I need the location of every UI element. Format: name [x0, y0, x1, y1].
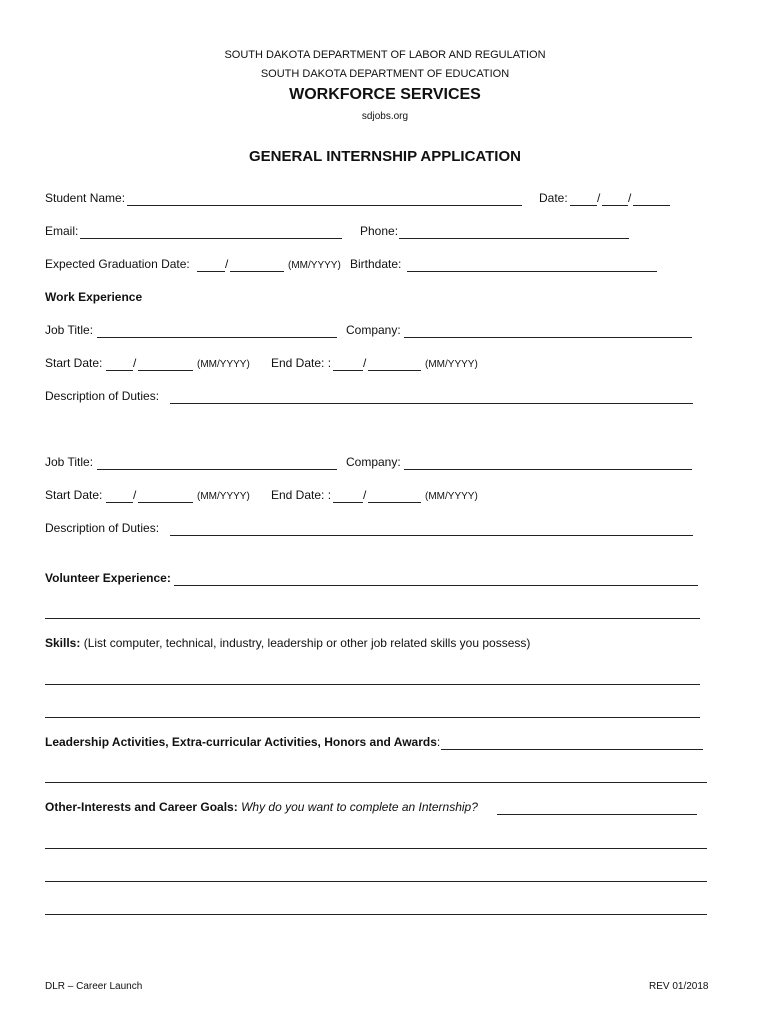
dept-education-heading: SOUTH DAKOTA DEPARTMENT OF EDUCATION	[260, 68, 510, 80]
student-name-label: Student Name:	[45, 191, 126, 205]
end-date-label: End Date: :	[271, 356, 332, 370]
date-year-field[interactable]	[633, 205, 670, 206]
interests-field[interactable]	[497, 814, 697, 815]
leadership-colon: :	[436, 735, 441, 749]
interests-field-line-3[interactable]	[45, 881, 707, 882]
volunteer-field[interactable]	[174, 585, 698, 586]
duties-field-2[interactable]	[170, 535, 693, 536]
start-date-format: (MM/YYYY)	[197, 491, 250, 502]
company-field-1[interactable]	[404, 337, 692, 338]
end-year-field-1[interactable]	[368, 370, 421, 371]
leadership-label: Leadership Activities, Extra-curricular Activities, Honors and Awards	[45, 735, 437, 749]
interests-label: Other-Interests and Career Goals:	[45, 800, 238, 814]
company-field-2[interactable]	[404, 469, 692, 470]
job-title-label: Job Title:	[45, 323, 94, 337]
end-month-field-1[interactable]	[333, 370, 363, 371]
duties-label: Description of Duties:	[45, 389, 160, 403]
website-text: sdjobs.org	[361, 111, 409, 122]
start-month-field-1[interactable]	[106, 370, 133, 371]
interests-field-line-4[interactable]	[45, 914, 707, 915]
form-title: GENERAL INTERNSHIP APPLICATION	[249, 148, 521, 165]
work-experience-heading: Work Experience	[45, 290, 143, 304]
grad-date-label: Expected Graduation Date:	[45, 257, 190, 271]
leadership-field[interactable]	[441, 749, 703, 750]
start-date-format: (MM/YYYY)	[197, 359, 250, 370]
job-title-field-2[interactable]	[97, 469, 337, 470]
start-date-label: Start Date:	[45, 356, 103, 370]
interests-question: Why do you want to complete an Internship?	[241, 800, 478, 814]
start-date-label: Start Date:	[45, 488, 103, 502]
leadership-field-line-2[interactable]	[45, 782, 707, 783]
job-title-field-1[interactable]	[97, 337, 337, 338]
leadership-line	[45, 735, 440, 749]
company-label: Company:	[346, 323, 401, 337]
start-year-field-1[interactable]	[138, 370, 193, 371]
date-day-field[interactable]	[602, 205, 628, 206]
grad-year-field[interactable]	[230, 271, 284, 272]
footer-revision: REV 01/2018	[649, 981, 709, 992]
phone-label: Phone:	[360, 224, 399, 238]
company-label: Company:	[346, 455, 401, 469]
end-date-slash: /	[363, 356, 367, 370]
grad-date-slash: /	[225, 257, 229, 271]
skills-field-1[interactable]	[45, 684, 700, 685]
grad-date-format: (MM/YYYY)	[288, 260, 341, 271]
grad-month-field[interactable]	[197, 271, 225, 272]
skills-label: Skills:	[45, 636, 81, 650]
start-date-slash: /	[133, 488, 137, 502]
job-title-label: Job Title:	[45, 455, 94, 469]
interests-field-line-2[interactable]	[45, 848, 707, 849]
interests-line	[45, 800, 478, 814]
program-title: WORKFORCE SERVICES	[289, 86, 481, 103]
start-date-slash: /	[133, 356, 137, 370]
end-date-format: (MM/YYYY)	[425, 491, 478, 502]
skills-field-2[interactable]	[45, 717, 700, 718]
start-year-field-2[interactable]	[138, 502, 193, 503]
date-month-field[interactable]	[570, 205, 597, 206]
phone-field[interactable]	[399, 238, 629, 239]
skills-hint: (List computer, technical, industry, leadership or other job related skills you possess)	[83, 636, 531, 650]
end-month-field-2[interactable]	[333, 502, 363, 503]
start-month-field-2[interactable]	[106, 502, 133, 503]
end-date-label: End Date: :	[271, 488, 332, 502]
skills-line	[45, 636, 530, 650]
end-date-format: (MM/YYYY)	[425, 359, 478, 370]
email-field[interactable]	[80, 238, 342, 239]
volunteer-label: Volunteer Experience:	[45, 571, 171, 585]
date-label: Date:	[539, 191, 568, 205]
end-year-field-2[interactable]	[368, 502, 421, 503]
email-label: Email:	[45, 224, 79, 238]
birthdate-field[interactable]	[407, 271, 657, 272]
duties-label: Description of Duties:	[45, 521, 160, 535]
end-date-slash: /	[363, 488, 367, 502]
duties-field-1[interactable]	[170, 403, 693, 404]
volunteer-field-line-2[interactable]	[45, 618, 700, 619]
date-slash: /	[628, 191, 632, 205]
footer-left: DLR – Career Launch	[45, 981, 143, 992]
student-name-field[interactable]	[127, 205, 522, 206]
dept-labor-heading: SOUTH DAKOTA DEPARTMENT OF LABOR AND REGULATION	[224, 49, 546, 61]
date-slash: /	[597, 191, 601, 205]
birthdate-label: Birthdate:	[350, 257, 402, 271]
